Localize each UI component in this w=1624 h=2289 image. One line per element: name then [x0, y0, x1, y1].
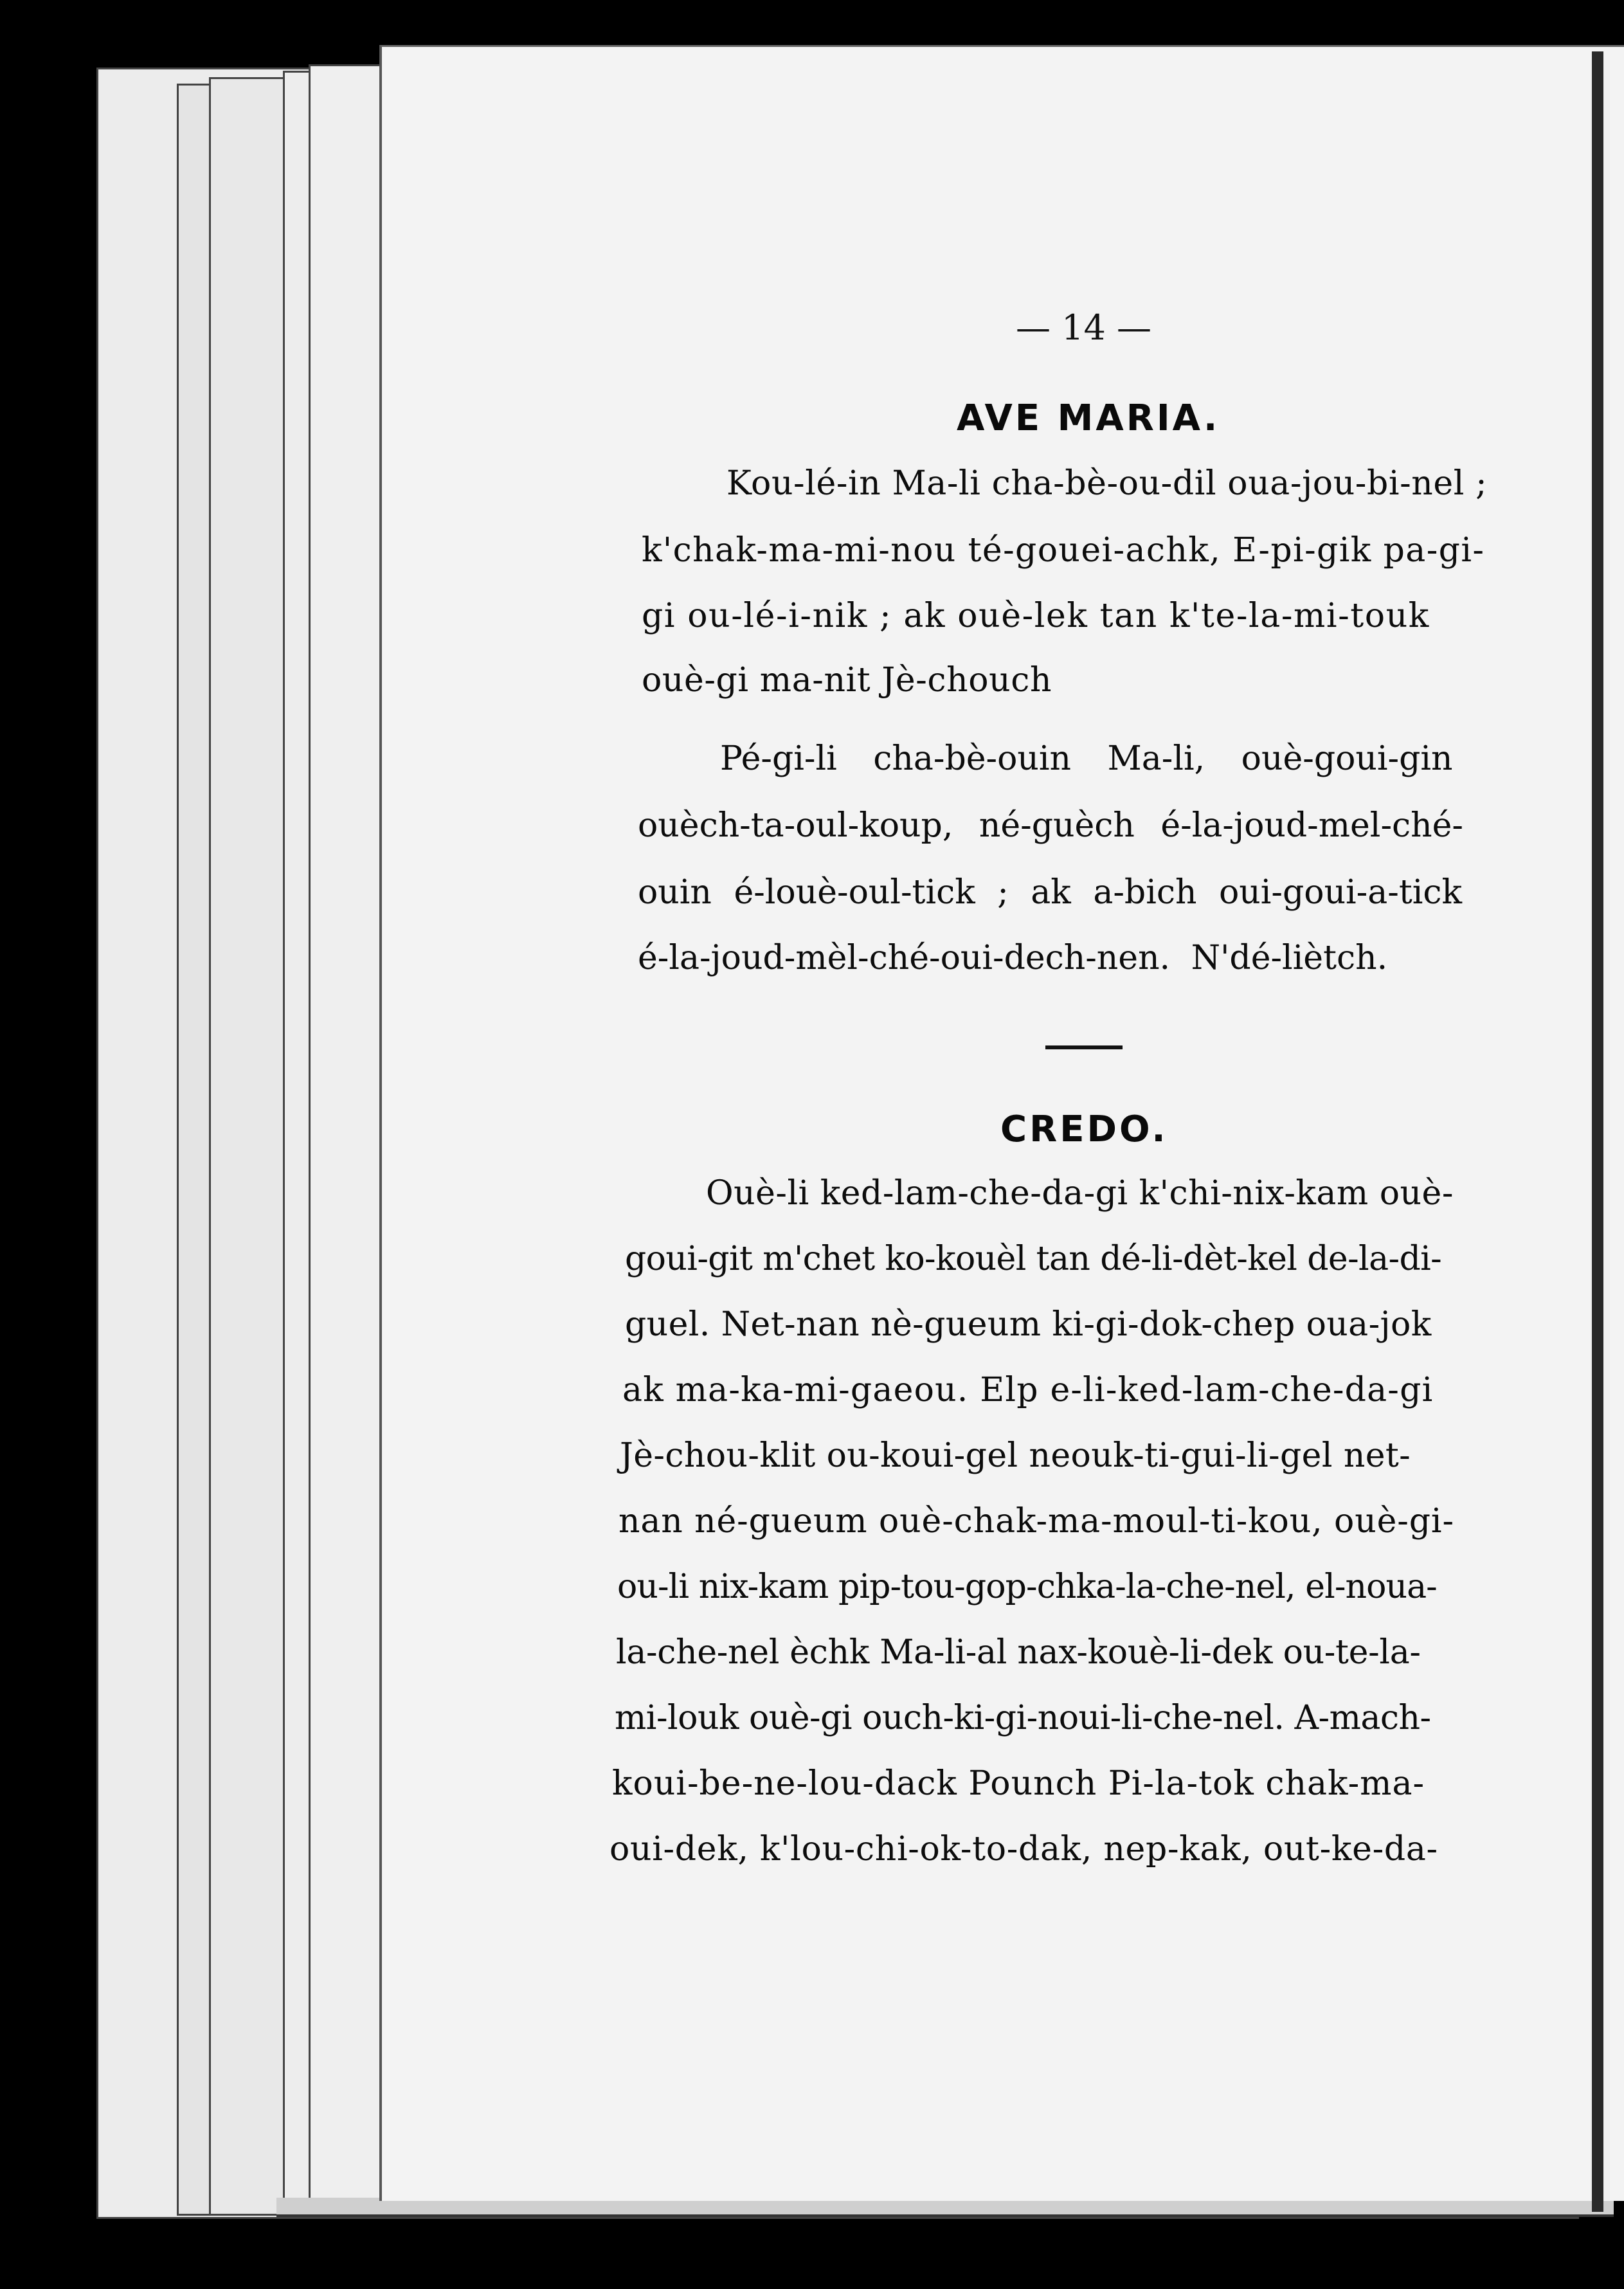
credo-line: Ouè-li ked-lam-che-da-gi k'chi-nix-kam ouè-	[706, 1174, 1454, 1213]
credo-line: Jè-chou-klit ou-koui-gel neouk-ti-gui-li-gel net-	[620, 1436, 1411, 1475]
ave-maria-line: Kou-lé-in Ma-li cha-bè-ou-dil oua-jou-bi-nel ;	[726, 464, 1488, 503]
ave-maria-line: é-la-joud-mèl-ché-oui-dech-nen. N'dé-liètch.	[638, 939, 1388, 977]
credo-line: ou-li nix-kam pip-tou-gop-chka-la-che-nel, el-noua-	[617, 1568, 1437, 1606]
page-right-edge	[1592, 51, 1603, 2212]
section-divider	[1045, 1045, 1123, 1049]
ave-maria-line: k'chak-ma-mi-nou té-gouei-achk, E-pi-gik pa-gi-	[642, 531, 1485, 570]
credo-line: mi-louk ouè-gi ouch-ki-gi-noui-li-che-nel. A-mach-	[615, 1699, 1431, 1737]
ave-maria-line: ouèch-ta-oul-koup, né-guèch é-la-joud-mel-ché-	[638, 806, 1463, 845]
page-number: — 14 —	[1016, 307, 1152, 348]
credo-line: oui-dek, k'lou-chi-ok-to-dak, nep-kak, out-ke-da-	[609, 1830, 1438, 1868]
ave-maria-line: ouè-gi ma-nit Jè-chouch	[642, 661, 1052, 700]
credo-heading: CREDO.	[1000, 1108, 1168, 1150]
credo-line: la-che-nel èchk Ma-li-al nax-kouè-li-dek ou-te-la-	[616, 1633, 1421, 1672]
credo-line: koui-be-ne-lou-dack Pounch Pi-la-tok chak-ma-	[612, 1764, 1425, 1803]
credo-line: guel. Net-nan nè-gueum ki-gi-dok-chep oua-jok	[625, 1305, 1432, 1344]
credo-line: ak ma-ka-mi-gaeou. Elp e-li-ked-lam-che-da-gi	[622, 1371, 1434, 1409]
ave-maria-line: ouin é-louè-oul-tick ; ak a-bich oui-goui-a-tick	[638, 873, 1462, 912]
credo-line: goui-git m'chet ko-kouèl tan dé-li-dèt-kel de-la-di-	[625, 1240, 1442, 1278]
ave-maria-line: Pé-gi-li cha-bè-ouin Ma-li, ouè-goui-gin	[720, 739, 1453, 778]
credo-line: nan né-gueum ouè-chak-ma-moul-ti-kou, ouè-gi-	[618, 1502, 1454, 1541]
ave-maria-heading: AVE MARIA.	[957, 397, 1220, 439]
ave-maria-line: gi ou-lé-i-nik ; ak ouè-lek tan k'te-la-mi-touk	[642, 597, 1430, 635]
